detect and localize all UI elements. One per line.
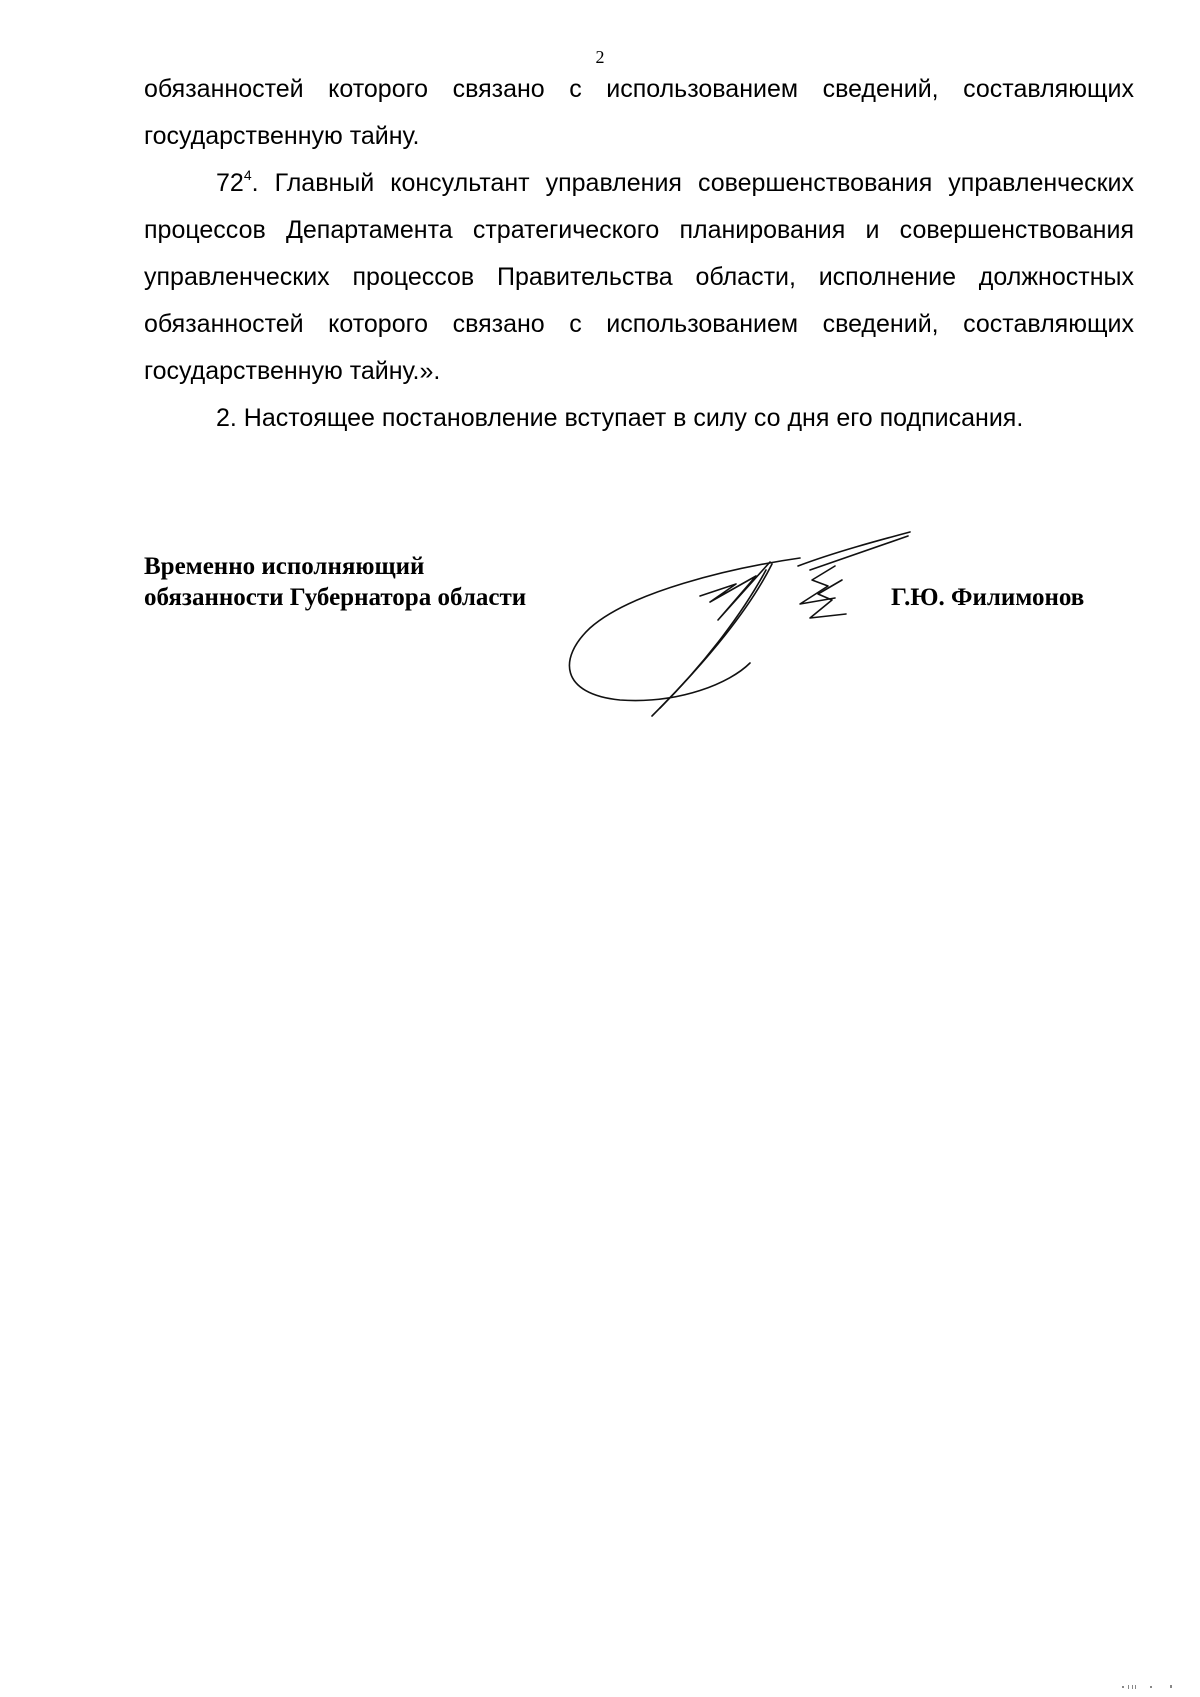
page-number: 2: [595, 47, 605, 67]
paragraph-item-72-4: [144, 160, 1134, 395]
handwritten-signature: [560, 518, 980, 718]
signatory-name: Г.Ю. Филимонов: [891, 584, 1085, 611]
signature-stroke-top: [798, 532, 910, 566]
paragraph-effective-date: 2. Настоящее постановление вступает в силу со дня его подписания.: [216, 404, 1024, 432]
scan-mark-icon: [1120, 1683, 1180, 1691]
item-text: . Главный консультант управления совершенствования управленческих процессов Департамента стратегического планирования и совершенствования управленческих процессов Правительства области, исполнение должностных обязанностей которого связано с использованием сведений, составляющих государственную тайну.».: [144, 169, 1134, 385]
signatory-position-line-1: Временно исполняющий: [144, 553, 425, 580]
signature-zigzag: [700, 562, 770, 620]
signatory-position-line-2: обязанности Губернатора области: [144, 584, 527, 611]
item-number-superscript: 4: [243, 167, 252, 183]
signature-diagonal-2: [660, 570, 766, 708]
item-number: 72: [216, 169, 244, 197]
paragraph-continuation: обязанностей которого связано с использованием сведений, составляющих государственную тайну.: [144, 75, 1134, 150]
signature-stroke-top-2: [810, 536, 908, 570]
document-body: [144, 66, 1134, 442]
signature-loop: [569, 558, 800, 700]
signatory-position: [144, 551, 526, 613]
